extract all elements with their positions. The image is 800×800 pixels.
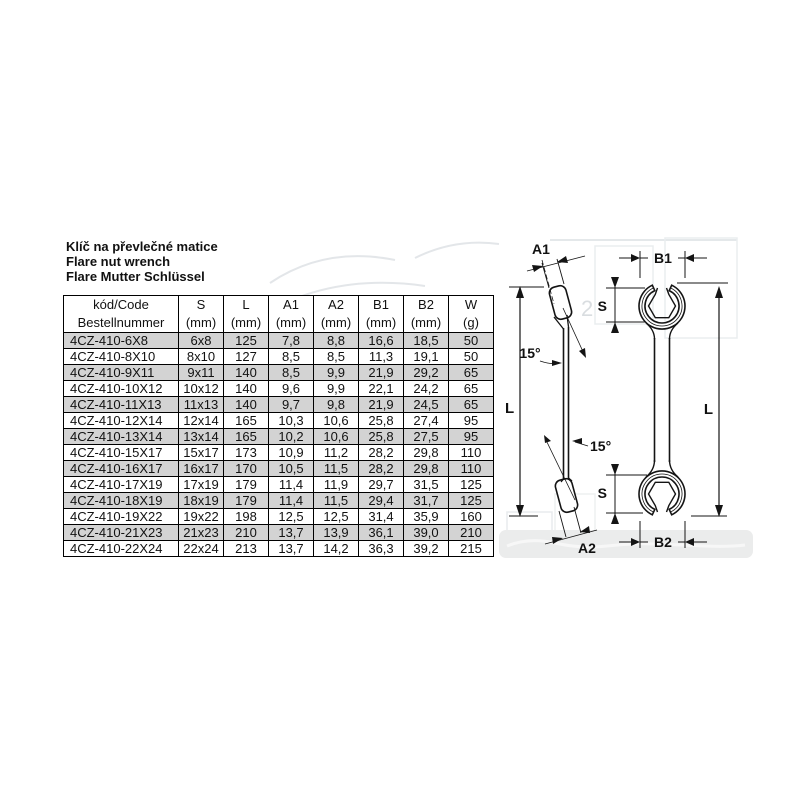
value-cell: 36,3	[359, 541, 404, 557]
value-cell: 95	[449, 429, 494, 445]
code-cell: 4CZ-410-9X11	[64, 365, 179, 381]
value-cell: 27,5	[404, 429, 449, 445]
value-cell: 29,7	[359, 477, 404, 493]
value-cell: 6x8	[179, 333, 224, 349]
table-row	[64, 477, 494, 493]
table-row	[64, 349, 494, 365]
value-cell: 210	[224, 525, 269, 541]
value-cell: 8x10	[179, 349, 224, 365]
code-cell: 4CZ-410-18X19	[64, 493, 179, 509]
value-cell: 25,8	[359, 429, 404, 445]
label-s-bottom: S	[597, 485, 607, 501]
value-cell: 13,9	[314, 525, 359, 541]
value-cell: 11x13	[179, 397, 224, 413]
header-w: W (g)	[449, 296, 494, 333]
value-cell: 24,2	[404, 381, 449, 397]
value-cell: 8,8	[314, 333, 359, 349]
table-row	[64, 525, 494, 541]
value-cell: 13,7	[269, 525, 314, 541]
code-cell: 4CZ-410-22X24	[64, 541, 179, 557]
value-cell: 12,5	[269, 509, 314, 525]
value-cell: 50	[449, 333, 494, 349]
value-cell: 10,6	[314, 429, 359, 445]
value-cell: 27,4	[404, 413, 449, 429]
value-cell: 13,7	[269, 541, 314, 557]
value-cell: 14,2	[314, 541, 359, 557]
value-cell: 18x19	[179, 493, 224, 509]
code-cell: 4CZ-410-13X14	[64, 429, 179, 445]
table-body	[64, 333, 494, 557]
title-german: Flare Mutter Schlüssel	[66, 269, 205, 284]
header-s: S (mm)	[179, 296, 224, 333]
value-cell: 165	[224, 413, 269, 429]
value-cell: 16x17	[179, 461, 224, 477]
value-cell: 29,4	[359, 493, 404, 509]
value-cell: 95	[449, 413, 494, 429]
value-cell: 11,9	[314, 477, 359, 493]
label-s-top: S	[597, 298, 607, 314]
table-row	[64, 365, 494, 381]
value-cell: 13x14	[179, 429, 224, 445]
header-l: L (mm)	[224, 296, 269, 333]
value-cell: 7,8	[269, 333, 314, 349]
value-cell: 29,8	[404, 445, 449, 461]
header-code: kód/Code Bestellnummer	[64, 296, 179, 333]
value-cell: 9,8	[314, 397, 359, 413]
code-cell: 4CZ-410-6X8	[64, 333, 179, 349]
value-cell: 22,1	[359, 381, 404, 397]
code-cell: 4CZ-410-11X13	[64, 397, 179, 413]
label-b2: B2	[654, 534, 672, 550]
table-row	[64, 541, 494, 557]
value-cell: 18,5	[404, 333, 449, 349]
code-cell: 4CZ-410-19X22	[64, 509, 179, 525]
value-cell: 21x23	[179, 525, 224, 541]
code-cell: 4CZ-410-15X17	[64, 445, 179, 461]
value-cell: 10,5	[269, 461, 314, 477]
value-cell: 39,0	[404, 525, 449, 541]
value-cell: 65	[449, 381, 494, 397]
header-row	[64, 296, 494, 333]
value-cell: 28,2	[359, 461, 404, 477]
value-cell: 215	[449, 541, 494, 557]
value-cell: 9,9	[314, 365, 359, 381]
table-row	[64, 381, 494, 397]
value-cell: 11,4	[269, 477, 314, 493]
value-cell: 170	[224, 461, 269, 477]
header-b1: B1 (mm)	[359, 296, 404, 333]
value-cell: 22x24	[179, 541, 224, 557]
table-row	[64, 445, 494, 461]
label-l-left: L	[505, 400, 515, 417]
value-cell: 9x11	[179, 365, 224, 381]
value-cell: 16,6	[359, 333, 404, 349]
value-cell: 110	[449, 461, 494, 477]
value-cell: 11,4	[269, 493, 314, 509]
value-cell: 25,8	[359, 413, 404, 429]
title-czech: Klíč na převlečné matice	[66, 239, 218, 254]
table-row	[64, 509, 494, 525]
wrench-diagram	[497, 232, 755, 565]
value-cell: 39,2	[404, 541, 449, 557]
table-row	[64, 461, 494, 477]
value-cell: 9,9	[314, 381, 359, 397]
value-cell: 35,9	[404, 509, 449, 525]
label-b1: B1	[654, 250, 672, 266]
value-cell: 31,5	[404, 477, 449, 493]
value-cell: 21,9	[359, 397, 404, 413]
table-row	[64, 493, 494, 509]
value-cell: 9,7	[269, 397, 314, 413]
value-cell: 11,3	[359, 349, 404, 365]
value-cell: 12,5	[314, 509, 359, 525]
value-cell: 31,4	[359, 509, 404, 525]
value-cell: 29,2	[404, 365, 449, 381]
code-cell: 4CZ-410-16X17	[64, 461, 179, 477]
table-row	[64, 397, 494, 413]
value-cell: 11,2	[314, 445, 359, 461]
value-cell: 10,9	[269, 445, 314, 461]
value-cell: 9,6	[269, 381, 314, 397]
title-english: Flare nut wrench	[66, 254, 171, 269]
header-a1: A1 (mm)	[269, 296, 314, 333]
spec-table	[63, 295, 494, 557]
value-cell: 10x12	[179, 381, 224, 397]
value-cell: 29,8	[404, 461, 449, 477]
value-cell: 31,7	[404, 493, 449, 509]
label-a1: A1	[532, 241, 550, 257]
value-cell: 140	[224, 365, 269, 381]
value-cell: 24,5	[404, 397, 449, 413]
header-b2: B2 (mm)	[404, 296, 449, 333]
value-cell: 10,2	[269, 429, 314, 445]
table-row	[64, 429, 494, 445]
table-row	[64, 333, 494, 349]
value-cell: 11,5	[314, 461, 359, 477]
value-cell: 140	[224, 397, 269, 413]
diagram-watermark	[499, 238, 753, 558]
value-cell: 140	[224, 381, 269, 397]
value-cell: 50	[449, 349, 494, 365]
value-cell: 8,5	[314, 349, 359, 365]
value-cell: 12x14	[179, 413, 224, 429]
value-cell: 165	[224, 429, 269, 445]
value-cell: 17x19	[179, 477, 224, 493]
label-angle-bottom: 15°	[590, 438, 612, 454]
code-cell: 4CZ-410-21X23	[64, 525, 179, 541]
value-cell: 110	[449, 445, 494, 461]
value-cell: 36,1	[359, 525, 404, 541]
value-cell: 179	[224, 477, 269, 493]
code-cell: 4CZ-410-8X10	[64, 349, 179, 365]
value-cell: 65	[449, 365, 494, 381]
label-a2: A2	[578, 540, 596, 556]
value-cell: 210	[449, 525, 494, 541]
value-cell: 28,2	[359, 445, 404, 461]
value-cell: 8,5	[269, 349, 314, 365]
label-l-right: L	[703, 401, 713, 418]
value-cell: 125	[449, 493, 494, 509]
value-cell: 65	[449, 397, 494, 413]
value-cell: 125	[224, 333, 269, 349]
value-cell: 8,5	[269, 365, 314, 381]
value-cell: 15x17	[179, 445, 224, 461]
value-cell: 213	[224, 541, 269, 557]
header-a2: A2 (mm)	[314, 296, 359, 333]
value-cell: 19,1	[404, 349, 449, 365]
value-cell: 10,6	[314, 413, 359, 429]
code-cell: 4CZ-410-17X19	[64, 477, 179, 493]
title-block	[66, 239, 218, 284]
table-row	[64, 413, 494, 429]
value-cell: 173	[224, 445, 269, 461]
code-cell: 4CZ-410-10X12	[64, 381, 179, 397]
svg-text:2: 2	[581, 296, 594, 321]
value-cell: 127	[224, 349, 269, 365]
value-cell: 10,3	[269, 413, 314, 429]
label-angle-top: 15°	[519, 345, 541, 361]
value-cell: 160	[449, 509, 494, 525]
value-cell: 19x22	[179, 509, 224, 525]
value-cell: 125	[449, 477, 494, 493]
value-cell: 11,5	[314, 493, 359, 509]
code-cell: 4CZ-410-12X14	[64, 413, 179, 429]
front-view	[598, 250, 728, 550]
value-cell: 198	[224, 509, 269, 525]
value-cell: 21,9	[359, 365, 404, 381]
value-cell: 179	[224, 493, 269, 509]
